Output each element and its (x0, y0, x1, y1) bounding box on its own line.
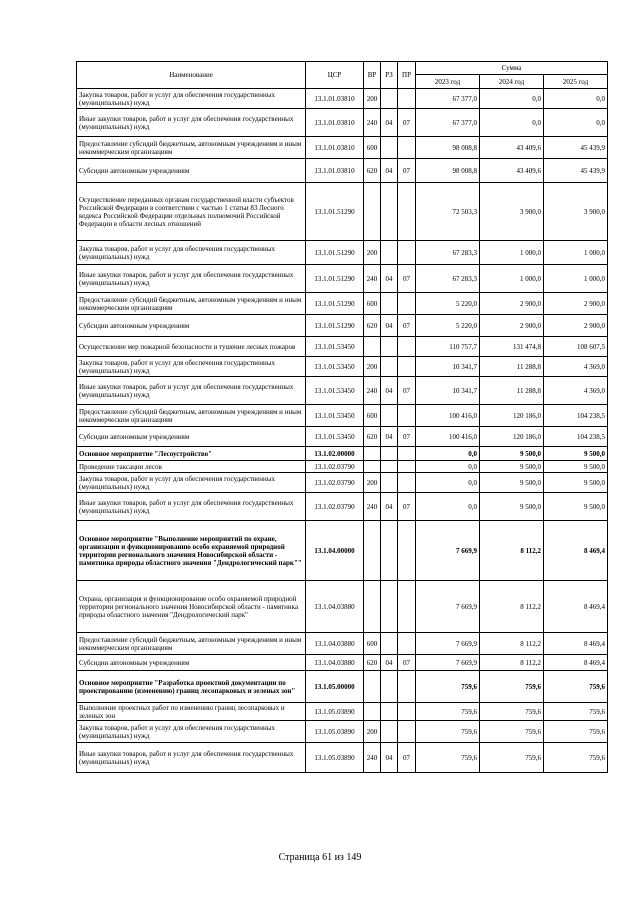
row-name: Иные закупки товаров, работ и услуг для обеспечения государственных (муниципальных) нужд (77, 377, 306, 405)
row-vr: 240 (364, 493, 381, 521)
row-sum-2023: 5 220,0 (416, 293, 480, 315)
row-rz (381, 89, 398, 109)
row-name: Закупка товаров, работ и услуг для обеспечения государственных (муниципальных) нужд (77, 241, 306, 265)
row-sum-2024: 759,6 (480, 743, 544, 773)
row-csr: 13.1.01.51290 (306, 265, 364, 293)
header-pr: ПР (398, 62, 416, 89)
row-pr (398, 581, 416, 633)
row-vr: 600 (364, 405, 381, 427)
row-sum-2024: 43 409,6 (480, 137, 544, 159)
row-sum-2023: 0,0 (416, 473, 480, 493)
row-vr: 600 (364, 137, 381, 159)
row-csr: 13.1.02.03790 (306, 473, 364, 493)
row-sum-2024: 120 186,0 (480, 405, 544, 427)
row-name: Основное мероприятие "Лесоустройство" (77, 447, 306, 461)
row-sum-2025: 8 469,4 (544, 521, 608, 581)
row-sum-2025: 108 607,5 (544, 337, 608, 357)
row-pr: 07 (398, 377, 416, 405)
row-pr: 07 (398, 493, 416, 521)
page-number: Страница 61 из 149 (278, 852, 362, 863)
row-sum-2024: 120 186,0 (480, 427, 544, 447)
row-csr: 13.1.01.51290 (306, 293, 364, 315)
row-pr (398, 405, 416, 427)
row-sum-2024: 131 474,8 (480, 337, 544, 357)
row-name: Иные закупки товаров, работ и услуг для обеспечения государственных (муниципальных) нужд (77, 109, 306, 137)
row-sum-2023: 100 416,0 (416, 427, 480, 447)
row-rz: 04 (381, 743, 398, 773)
row-pr: 07 (398, 743, 416, 773)
row-vr (364, 461, 381, 473)
header-year-2024: 2024 год (480, 75, 544, 89)
row-sum-2025: 2 900,0 (544, 293, 608, 315)
table-row (77, 581, 608, 633)
budget-table (76, 61, 608, 773)
row-name: Охрана, организация и функционирование особо охраняемой природной территории регионального значения Новосибирской области - памятника природы областного значения "Дендрологический парк" (77, 581, 306, 633)
row-sum-2024: 43 409,6 (480, 159, 544, 183)
row-name: Проведение таксации лесов (77, 461, 306, 473)
row-rz (381, 241, 398, 265)
row-sum-2025: 45 439,9 (544, 137, 608, 159)
row-name: Закупка товаров, работ и услуг для обеспечения государственных (муниципальных) нужд (77, 357, 306, 377)
row-pr (398, 293, 416, 315)
row-name: Закупка товаров, работ и услуг для обеспечения государственных (муниципальных) нужд (77, 721, 306, 743)
row-sum-2023: 759,6 (416, 743, 480, 773)
row-csr: 13.1.01.51290 (306, 315, 364, 337)
row-pr (398, 633, 416, 655)
row-sum-2023: 0,0 (416, 447, 480, 461)
row-pr: 07 (398, 427, 416, 447)
row-sum-2025: 9 500,0 (544, 493, 608, 521)
row-sum-2025: 2 900,0 (544, 315, 608, 337)
row-sum-2024: 0,0 (480, 109, 544, 137)
table-row (77, 671, 608, 703)
row-pr (398, 337, 416, 357)
table-row (77, 521, 608, 581)
row-csr: 13.1.05.03890 (306, 721, 364, 743)
row-rz: 04 (381, 377, 398, 405)
row-pr (398, 671, 416, 703)
row-rz: 04 (381, 265, 398, 293)
row-sum-2025: 104 238,5 (544, 405, 608, 427)
row-name: Предоставление субсидий бюджетным, автономным учреждениям и иным некоммерческим организациям (77, 293, 306, 315)
row-sum-2023: 0,0 (416, 493, 480, 521)
header-vr: ВР (364, 62, 381, 89)
row-pr (398, 721, 416, 743)
header-csr: ЦСР (306, 62, 364, 89)
row-name: Закупка товаров, работ и услуг для обеспечения государственных (муниципальных) нужд (77, 89, 306, 109)
row-sum-2025: 4 369,0 (544, 357, 608, 377)
row-csr: 13.1.02.00000 (306, 447, 364, 461)
row-csr: 13.1.04.03880 (306, 581, 364, 633)
row-sum-2024: 3 900,0 (480, 183, 544, 241)
table-row (77, 293, 608, 315)
row-sum-2023: 67 283,3 (416, 265, 480, 293)
row-sum-2025: 8 469,4 (544, 655, 608, 671)
row-pr (398, 473, 416, 493)
row-rz (381, 633, 398, 655)
row-rz (381, 671, 398, 703)
table-row (77, 493, 608, 521)
row-csr: 13.1.05.00000 (306, 671, 364, 703)
row-rz (381, 703, 398, 721)
row-sum-2024: 1 000,0 (480, 241, 544, 265)
row-sum-2023: 5 220,0 (416, 315, 480, 337)
row-rz (381, 461, 398, 473)
table-row (77, 703, 608, 721)
row-name: Закупка товаров, работ и услуг для обеспечения государственных (муниципальных) нужд (77, 473, 306, 493)
row-sum-2023: 98 008,8 (416, 137, 480, 159)
row-sum-2025: 9 500,0 (544, 461, 608, 473)
row-sum-2023: 0,0 (416, 461, 480, 473)
row-sum-2024: 2 900,0 (480, 315, 544, 337)
row-csr: 13.1.01.03810 (306, 109, 364, 137)
row-sum-2025: 0,0 (544, 109, 608, 137)
row-pr: 07 (398, 315, 416, 337)
row-sum-2024: 8 112,2 (480, 521, 544, 581)
row-name: Субсидии автономным учреждениям (77, 427, 306, 447)
row-sum-2025: 8 469,4 (544, 633, 608, 655)
row-rz: 04 (381, 109, 398, 137)
row-sum-2023: 67 377,0 (416, 109, 480, 137)
row-sum-2023: 759,6 (416, 671, 480, 703)
row-sum-2025: 104 238,5 (544, 427, 608, 447)
row-pr (398, 461, 416, 473)
table-row (77, 137, 608, 159)
row-pr (398, 137, 416, 159)
row-rz (381, 337, 398, 357)
row-vr: 620 (364, 159, 381, 183)
row-sum-2023: 110 757,7 (416, 337, 480, 357)
row-sum-2023: 72 503,3 (416, 183, 480, 241)
row-csr: 13.1.04.00000 (306, 521, 364, 581)
row-csr: 13.1.01.03810 (306, 89, 364, 109)
row-csr: 13.1.01.53450 (306, 427, 364, 447)
row-rz (381, 581, 398, 633)
row-vr: 200 (364, 89, 381, 109)
row-sum-2024: 1 000,0 (480, 265, 544, 293)
row-name: Выполнение проектных работ по изменению границ лесопарковых и зеленых зон (77, 703, 306, 721)
row-sum-2025: 759,6 (544, 671, 608, 703)
row-pr (398, 183, 416, 241)
row-vr: 200 (364, 241, 381, 265)
row-sum-2024: 9 500,0 (480, 473, 544, 493)
row-csr: 13.1.05.03890 (306, 703, 364, 721)
row-pr: 07 (398, 655, 416, 671)
row-vr: 240 (364, 265, 381, 293)
row-sum-2023: 100 416,0 (416, 405, 480, 427)
table-row (77, 473, 608, 493)
row-sum-2023: 10 341,7 (416, 377, 480, 405)
row-rz (381, 473, 398, 493)
row-vr (364, 183, 381, 241)
row-vr: 240 (364, 109, 381, 137)
row-sum-2023: 7 669,9 (416, 655, 480, 671)
table-row (77, 89, 608, 109)
row-sum-2025: 1 000,0 (544, 241, 608, 265)
row-rz (381, 447, 398, 461)
row-csr: 13.1.05.03890 (306, 743, 364, 773)
row-vr: 200 (364, 473, 381, 493)
table-row (77, 315, 608, 337)
row-rz (381, 137, 398, 159)
row-sum-2025: 4 369,0 (544, 377, 608, 405)
table-row (77, 183, 608, 241)
row-sum-2024: 9 500,0 (480, 493, 544, 521)
row-vr: 240 (364, 377, 381, 405)
row-pr: 07 (398, 109, 416, 137)
row-name: Субсидии автономным учреждениям (77, 315, 306, 337)
row-name: Субсидии автономным учреждениям (77, 655, 306, 671)
row-sum-2025: 9 500,0 (544, 447, 608, 461)
row-csr: 13.1.01.51290 (306, 183, 364, 241)
row-pr: 07 (398, 159, 416, 183)
row-sum-2023: 759,6 (416, 703, 480, 721)
row-sum-2023: 7 669,9 (416, 633, 480, 655)
header-name: Наименование (77, 62, 306, 89)
header-year-2023: 2023 год (416, 75, 480, 89)
row-sum-2024: 8 112,2 (480, 655, 544, 671)
row-name: Осуществление переданных органам государственной власти субъектов Российской Федерации в соответствии с частью 1 статьи 83 Лесного кодекса Российской Федерации отдельных полномочий Российской Федерации в области лесных отношений (77, 183, 306, 241)
row-name: Основное мероприятие "Выполнение мероприятий по охране, организации и функционированию особо охраняемой природной территории регионального значения Новосибирской области - памятника природы областного значения "Дендрологический парк"" (77, 521, 306, 581)
row-sum-2023: 67 377,0 (416, 89, 480, 109)
row-vr: 200 (364, 721, 381, 743)
row-sum-2023: 98 008,8 (416, 159, 480, 183)
row-rz: 04 (381, 427, 398, 447)
row-sum-2024: 0,0 (480, 89, 544, 109)
row-sum-2025: 8 469,4 (544, 581, 608, 633)
row-rz: 04 (381, 655, 398, 671)
row-csr: 13.1.01.51290 (306, 241, 364, 265)
row-sum-2025: 759,6 (544, 703, 608, 721)
row-pr (398, 447, 416, 461)
row-vr: 600 (364, 633, 381, 655)
row-sum-2025: 759,6 (544, 743, 608, 773)
row-sum-2023: 10 341,7 (416, 357, 480, 377)
row-rz (381, 357, 398, 377)
table-row (77, 447, 608, 461)
row-rz: 04 (381, 493, 398, 521)
table-row (77, 241, 608, 265)
row-name: Субсидии автономным учреждениям (77, 159, 306, 183)
table-header-row (77, 62, 608, 75)
row-csr: 13.1.01.53450 (306, 337, 364, 357)
row-sum-2024: 8 112,2 (480, 581, 544, 633)
row-sum-2025: 3 900,0 (544, 183, 608, 241)
table-row (77, 159, 608, 183)
row-vr: 200 (364, 357, 381, 377)
row-csr: 13.1.01.53450 (306, 405, 364, 427)
row-sum-2024: 2 900,0 (480, 293, 544, 315)
row-pr (398, 703, 416, 721)
row-sum-2024: 759,6 (480, 703, 544, 721)
row-rz (381, 183, 398, 241)
row-csr: 13.1.01.53450 (306, 377, 364, 405)
row-vr: 620 (364, 315, 381, 337)
row-vr (364, 703, 381, 721)
table-row (77, 633, 608, 655)
row-sum-2025: 9 500,0 (544, 473, 608, 493)
row-vr (364, 521, 381, 581)
row-vr: 620 (364, 427, 381, 447)
row-name: Основное мероприятие "Разработка проектной документации по проектированию (изменению) границ лесопарковых и зеленых зон" (77, 671, 306, 703)
row-sum-2023: 7 669,9 (416, 521, 480, 581)
row-rz (381, 521, 398, 581)
row-vr (364, 671, 381, 703)
row-name: Предоставление субсидий бюджетным, автономным учреждениям и иным некоммерческим организациям (77, 137, 306, 159)
row-vr (364, 447, 381, 461)
row-pr (398, 241, 416, 265)
row-rz (381, 293, 398, 315)
row-name: Иные закупки товаров, работ и услуг для обеспечения государственных (муниципальных) нужд (77, 493, 306, 521)
row-sum-2024: 8 112,2 (480, 633, 544, 655)
row-name: Предоставление субсидий бюджетным, автономным учреждениям и иным некоммерческим организациям (77, 405, 306, 427)
table-row (77, 265, 608, 293)
row-rz (381, 721, 398, 743)
row-sum-2024: 759,6 (480, 671, 544, 703)
row-vr: 620 (364, 655, 381, 671)
table-row (77, 655, 608, 671)
table-row (77, 109, 608, 137)
row-sum-2024: 11 288,8 (480, 357, 544, 377)
table-row (77, 357, 608, 377)
row-csr: 13.1.04.03880 (306, 633, 364, 655)
row-rz (381, 405, 398, 427)
table-row (77, 721, 608, 743)
table-row (77, 427, 608, 447)
row-sum-2025: 45 439,9 (544, 159, 608, 183)
row-sum-2025: 759,6 (544, 721, 608, 743)
table-row (77, 377, 608, 405)
row-csr: 13.1.01.53450 (306, 357, 364, 377)
row-csr: 13.1.04.03880 (306, 655, 364, 671)
row-sum-2024: 9 500,0 (480, 461, 544, 473)
table-row (77, 743, 608, 773)
row-sum-2023: 67 283,3 (416, 241, 480, 265)
row-sum-2025: 1 000,0 (544, 265, 608, 293)
row-pr (398, 521, 416, 581)
row-sum-2024: 759,6 (480, 721, 544, 743)
row-sum-2023: 759,6 (416, 721, 480, 743)
header-rz: РЗ (381, 62, 398, 89)
row-vr (364, 581, 381, 633)
row-sum-2024: 11 288,8 (480, 377, 544, 405)
table-row (77, 461, 608, 473)
row-name: Иные закупки товаров, работ и услуг для обеспечения государственных (муниципальных) нужд (77, 265, 306, 293)
header-sum: Сумма (416, 62, 608, 75)
row-sum-2025: 0,0 (544, 89, 608, 109)
row-csr: 13.1.02.03790 (306, 493, 364, 521)
row-name: Иные закупки товаров, работ и услуг для обеспечения государственных (муниципальных) нужд (77, 743, 306, 773)
row-vr: 240 (364, 743, 381, 773)
row-pr (398, 357, 416, 377)
row-sum-2023: 7 669,9 (416, 581, 480, 633)
table-row (77, 337, 608, 357)
row-name: Осуществление мер пожарной безопасности и тушение лесных пожаров (77, 337, 306, 357)
row-vr: 600 (364, 293, 381, 315)
table-row (77, 405, 608, 427)
row-name: Предоставление субсидий бюджетным, автономным учреждениям и иным некоммерческим организациям (77, 633, 306, 655)
row-rz: 04 (381, 159, 398, 183)
row-vr (364, 337, 381, 357)
row-csr: 13.1.01.03810 (306, 159, 364, 183)
row-pr: 07 (398, 265, 416, 293)
header-year-2025: 2025 год (544, 75, 608, 89)
row-sum-2024: 9 500,0 (480, 447, 544, 461)
row-csr: 13.1.01.03810 (306, 137, 364, 159)
row-csr: 13.1.02.03790 (306, 461, 364, 473)
row-pr (398, 89, 416, 109)
row-rz: 04 (381, 315, 398, 337)
